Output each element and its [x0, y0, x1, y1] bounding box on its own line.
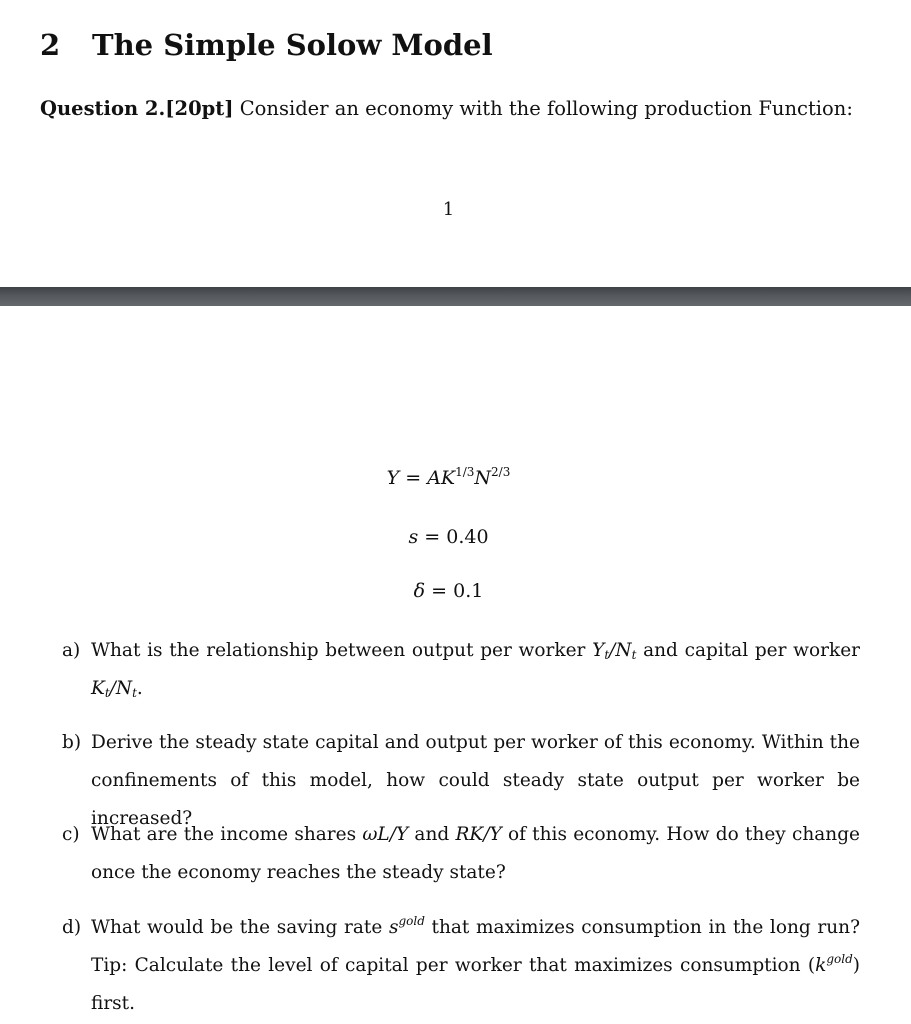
- eq-labor-term: N: [474, 467, 492, 489]
- item-text: [91, 909, 860, 1023]
- question-item-c: [62, 816, 860, 892]
- math-saving-rate-gold: [388, 914, 425, 938]
- eq-labor-exponent: 2/3: [491, 465, 511, 479]
- page-top-fragment: [0, 0, 911, 287]
- math-subscript: t: [132, 686, 137, 700]
- math-capital-share: RK/Y: [455, 824, 502, 845]
- question-item-a: [62, 632, 860, 708]
- section-title: [40, 28, 493, 62]
- page-number: 1: [442, 199, 455, 220]
- item-text: [91, 632, 860, 708]
- page-bottom-fragment: [0, 306, 911, 1024]
- question-label: Question 2.: [40, 97, 166, 120]
- eq-equals: =: [424, 526, 441, 548]
- eq-equals: =: [405, 467, 422, 489]
- section-number: 2: [40, 28, 61, 62]
- eq-ak-term: AK: [427, 467, 456, 489]
- text-run: What is the relationship between output per worker: [91, 640, 593, 661]
- item-label: c): [62, 824, 80, 845]
- eq-saving-value: 0.40: [446, 526, 489, 548]
- math-subscript: t: [604, 648, 610, 662]
- text-run: What would be the saving rate: [91, 917, 389, 938]
- question-text: Consider an economy with the following production Function:: [239, 97, 853, 120]
- math-symbol: K: [91, 678, 105, 699]
- text-run: and: [408, 824, 456, 845]
- production-function-equation: [0, 467, 897, 489]
- math-capital-gold: [815, 952, 853, 976]
- math-symbol: Y: [592, 640, 605, 661]
- page-divider: [0, 287, 911, 306]
- eq-depreciation-symbol: δ: [413, 580, 426, 602]
- math-symbol: /N: [609, 640, 632, 661]
- section-title-text: The Simple Solow Model: [92, 28, 493, 62]
- text-run: of this economy. How do they change once the economy reaches the steady state?: [91, 824, 860, 883]
- text-run: What are the income shares: [91, 824, 363, 845]
- math-symbol: /N: [109, 678, 133, 699]
- eq-equals: =: [431, 580, 448, 602]
- math-subscript: t: [631, 648, 637, 662]
- math-labor-share: ωL/Y: [362, 824, 409, 845]
- item-label: b): [62, 732, 82, 753]
- text-run: ) first.: [91, 955, 860, 1014]
- item-text: Derive the steady state capital and output per worker of this economy. Within the confinements of this model, how could steady state output per worker be increased?: [91, 732, 860, 829]
- item-label: a): [62, 640, 81, 661]
- math-symbol: k: [815, 955, 827, 976]
- item-text: [91, 816, 860, 892]
- text-run: .: [136, 678, 143, 699]
- saving-rate-equation: [0, 526, 897, 548]
- question-points: [20pt]: [165, 97, 234, 120]
- text-run: that maximizes consumption in the long run? Tip: Calculate the level of capital per worker that maximizes consumption (: [91, 917, 860, 976]
- math-subscript: t: [104, 686, 110, 700]
- math-output-per-worker: [592, 640, 636, 661]
- eq-saving-symbol: s: [408, 526, 419, 548]
- question-heading: [40, 97, 853, 120]
- math-superscript: gold: [826, 952, 853, 966]
- depreciation-equation: [0, 580, 897, 602]
- eq-depreciation-value: 0.1: [453, 580, 484, 602]
- question-item-d: [62, 909, 860, 1023]
- text-run: and capital per worker: [636, 640, 860, 661]
- math-capital-per-worker: [91, 678, 137, 699]
- eq-output-symbol: Y: [386, 467, 400, 489]
- math-symbol: s: [388, 917, 399, 938]
- math-superscript: gold: [398, 914, 425, 928]
- item-label: d): [62, 917, 82, 938]
- eq-capital-exponent: 1/3: [455, 465, 475, 479]
